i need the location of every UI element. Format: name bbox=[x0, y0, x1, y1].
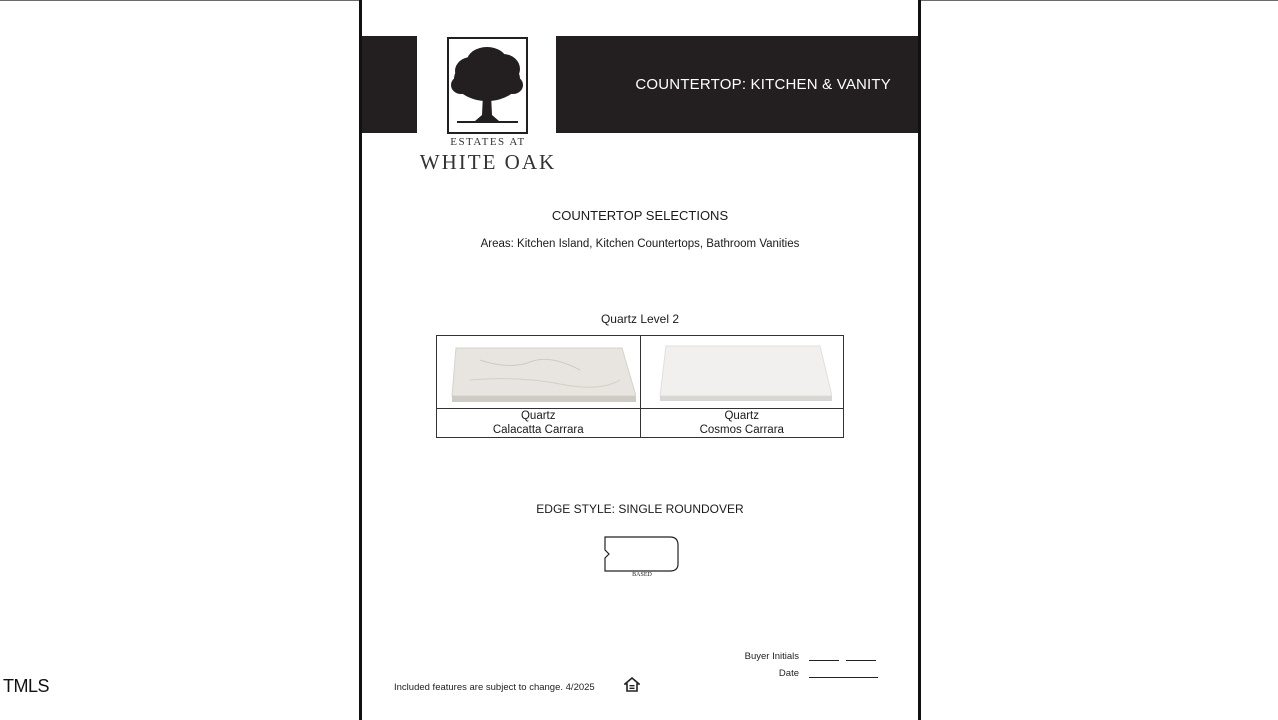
level-title: Quartz Level 2 bbox=[600, 312, 680, 326]
disclaimer: Included features are subject to change. 4/2025 bbox=[394, 682, 595, 693]
edge-profile-diagram bbox=[600, 534, 680, 574]
document-page bbox=[359, 0, 921, 720]
buyer-initials-label: Buyer Initials bbox=[744, 651, 799, 662]
header-title: COUNTERTOP: KITCHEN & VANITY bbox=[635, 76, 891, 93]
swatch-material: Quartz bbox=[724, 410, 759, 422]
swatch-material: Quartz bbox=[520, 410, 556, 422]
equal-housing-icon bbox=[624, 677, 640, 693]
oak-tree-icon bbox=[449, 39, 526, 132]
swatch-name: Calacatta Carrara bbox=[492, 424, 584, 436]
header-band-left bbox=[362, 36, 417, 133]
brand-line-2: WHITE OAK bbox=[419, 150, 557, 174]
cosmos-carrara-slab bbox=[652, 340, 832, 404]
swatch-caption bbox=[437, 409, 641, 438]
buyer-initials-line-2 bbox=[846, 660, 876, 661]
section-title: COUNTERTOP SELECTIONS bbox=[551, 208, 729, 223]
edge-style-title: EDGE STYLE: SINGLE ROUNDOVER bbox=[536, 502, 744, 516]
buyer-initials-line-1 bbox=[809, 660, 839, 661]
brand-line-1: ESTATES AT bbox=[450, 136, 526, 148]
swatch-image-cell bbox=[640, 336, 844, 409]
watermark-text: TMLS bbox=[3, 676, 50, 696]
swatch-table bbox=[436, 335, 844, 438]
swatch-name: Cosmos Carrara bbox=[699, 424, 784, 436]
calacatta-carrara-slab bbox=[440, 340, 636, 404]
date-label: Date bbox=[778, 668, 799, 679]
date-line bbox=[809, 677, 878, 678]
swatch-image-cell bbox=[437, 336, 641, 409]
oak-tree-logo bbox=[447, 37, 528, 134]
edge-diagram-label: BASED bbox=[632, 572, 652, 578]
swatch-caption bbox=[640, 409, 844, 438]
areas-text: Areas: Kitchen Island, Kitchen Countertops, Bathroom Vanities bbox=[480, 238, 800, 250]
